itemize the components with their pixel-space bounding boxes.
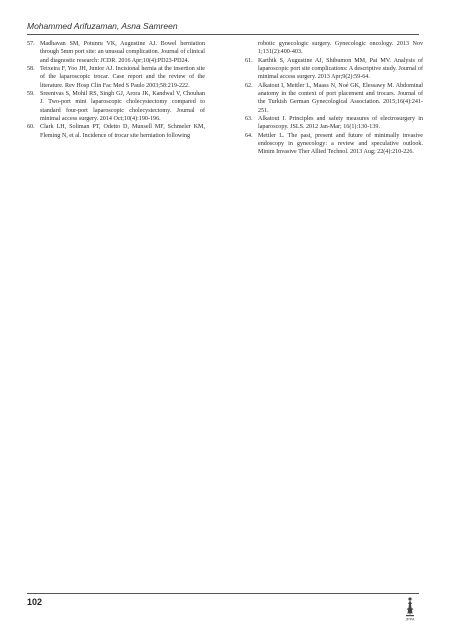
reference-number: 60. xyxy=(27,124,35,131)
reference-text: Teixeira F, Yoo JH, Junior AJ. Incisional hernia at the insertion site of the laparoscopic trocar. Case report and the review of the literature. Rev Hosp Clin Fac Med S Paulo 2003;58:219-222. xyxy=(40,66,205,89)
reference-text: Madhavan SM, Potunru VK, Augustine AJ. Bowel herniation through 5mm port site: an unusual complication. Journal of clinical and diagnostic research: JCDR. 2016 Apr;10(4):PD23-PD24. xyxy=(40,41,205,64)
references-left-column xyxy=(27,40,205,140)
svg-text:JPPA: JPPA xyxy=(405,617,415,622)
reference-text: Alkatout I. Principles and safety measures of electrosurgery in laparoscopy. JSLS. 2012 Jan-Mar; 16(1):130-139. xyxy=(258,116,423,131)
reference-number: 58. xyxy=(27,66,35,73)
footer-divider xyxy=(27,593,419,594)
reference-number: 57. xyxy=(27,41,35,47)
reference-text: robotic gynecologic surgery. Gynecologic oncology. 2013 Nov 1;131(2):400-403. xyxy=(258,41,423,56)
reference-item xyxy=(27,123,205,140)
reference-item xyxy=(245,57,423,82)
reference-number: 59. xyxy=(27,91,35,98)
reference-text: Mettler L. The past, present and future of minimally invasive endoscopy in gynecology: a review and speculative outlook. Minim Invasive Ther Allied Technol. 2013 Aug; 22(4):210-226. xyxy=(258,132,423,156)
reference-item xyxy=(245,132,423,157)
reference-text: Clark LH, Soliman PT, Odetto D, Munsell MF, Schmeler KM, Fleming N, et al. Incidence of trocar site herniation following xyxy=(40,124,205,139)
journal-logo-icon xyxy=(401,596,419,622)
running-header-authors: Mohammed Arifuzaman, Asna Samreen xyxy=(27,21,178,31)
reference-number: 63. xyxy=(245,116,253,123)
reference-item xyxy=(27,40,205,65)
reference-item xyxy=(27,65,205,90)
reference-number: 62. xyxy=(245,82,253,89)
references-right-column xyxy=(245,40,423,157)
reference-item xyxy=(27,90,205,123)
reference-number: 64. xyxy=(245,132,253,139)
reference-text: Alkatout I, Mettler L, Maass N, Noé GK, Elessawy M. Abdominal anatomy in the context of port placement and trocars. Journal of the Turkish German Gynecological Association. 2015;16(4):241-251. xyxy=(258,82,423,114)
reference-continuation xyxy=(245,40,423,57)
reference-item xyxy=(245,115,423,132)
reference-item xyxy=(245,82,423,115)
reference-text: Karthik S, Augustine AJ, Shibumon MM, Pai MV. Analysis of laparoscopic port site complications: A descriptive study. Journal of minimal access surgery. 2013 Apr;9(2):59-64. xyxy=(258,57,423,81)
reference-text: Sreenivas S, Mohil RS, Singh GJ, Arora JK, Kandwal V, Chouhan J. Two-port mini laparoscopic cholecystectomy compared to standard four-port laparoscopic cholecystectomy. Journal of minimal access surgery. 2014 Oct;10(4):190-196. xyxy=(40,91,205,123)
header-divider xyxy=(27,34,419,35)
page-number: 102 xyxy=(27,597,43,607)
reference-number: 61. xyxy=(245,57,253,64)
